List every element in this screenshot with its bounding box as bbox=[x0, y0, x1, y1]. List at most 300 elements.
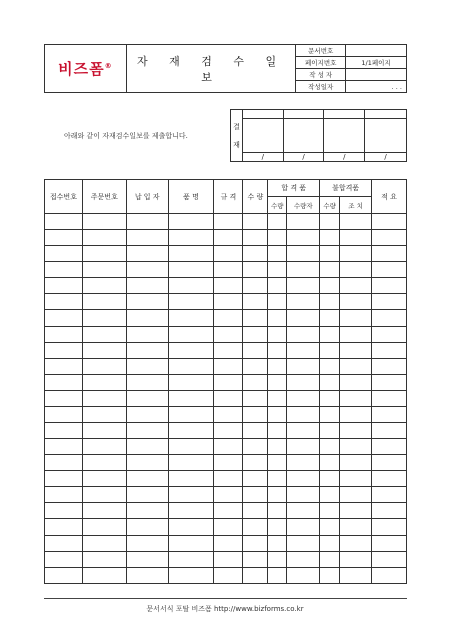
table-cell[interactable] bbox=[320, 519, 340, 535]
table-cell[interactable] bbox=[268, 503, 287, 519]
table-cell[interactable] bbox=[126, 326, 168, 342]
approval-title-cell[interactable] bbox=[365, 110, 407, 119]
table-cell[interactable] bbox=[268, 551, 287, 567]
table-cell[interactable] bbox=[82, 455, 126, 471]
meta-value[interactable] bbox=[346, 69, 407, 81]
table-cell[interactable] bbox=[243, 326, 268, 342]
table-cell[interactable] bbox=[214, 262, 243, 278]
table-cell[interactable] bbox=[320, 374, 340, 390]
table-cell[interactable] bbox=[287, 535, 320, 551]
page-title: 자 재 검 수 일 보 bbox=[136, 54, 286, 84]
pass-group-header: 합 격 품 bbox=[268, 180, 320, 197]
table-cell[interactable] bbox=[372, 214, 407, 230]
table-cell[interactable] bbox=[214, 358, 243, 374]
table-cell[interactable] bbox=[340, 230, 372, 246]
table-cell[interactable] bbox=[340, 406, 372, 422]
table-cell[interactable] bbox=[214, 503, 243, 519]
table-row bbox=[45, 294, 407, 310]
table-row bbox=[45, 310, 407, 326]
table-cell[interactable] bbox=[372, 310, 407, 326]
table-cell[interactable] bbox=[268, 535, 287, 551]
table-cell[interactable] bbox=[268, 262, 287, 278]
table-cell[interactable] bbox=[126, 423, 168, 439]
approval-sign-cell[interactable] bbox=[283, 119, 324, 153]
table-cell[interactable] bbox=[126, 471, 168, 487]
table-cell[interactable] bbox=[268, 358, 287, 374]
table-cell[interactable] bbox=[45, 551, 83, 567]
table-cell[interactable] bbox=[372, 455, 407, 471]
table-cell[interactable] bbox=[340, 455, 372, 471]
table-cell[interactable] bbox=[82, 278, 126, 294]
table-cell[interactable] bbox=[287, 326, 320, 342]
table-cell[interactable] bbox=[372, 246, 407, 262]
table-cell[interactable] bbox=[214, 278, 243, 294]
table-cell[interactable] bbox=[340, 390, 372, 406]
table-cell[interactable] bbox=[214, 519, 243, 535]
table-cell[interactable] bbox=[287, 567, 320, 583]
table-cell[interactable] bbox=[214, 342, 243, 358]
table-cell[interactable] bbox=[243, 487, 268, 503]
table-cell[interactable] bbox=[82, 342, 126, 358]
table-cell[interactable] bbox=[372, 326, 407, 342]
meta-label: 작성일자 bbox=[296, 81, 346, 93]
table-cell[interactable] bbox=[340, 487, 372, 503]
table-cell[interactable] bbox=[372, 342, 407, 358]
table-cell[interactable] bbox=[168, 423, 214, 439]
inspection-table bbox=[44, 179, 407, 584]
table-cell[interactable] bbox=[320, 230, 340, 246]
table-cell[interactable] bbox=[214, 423, 243, 439]
table-cell[interactable] bbox=[320, 567, 340, 583]
table-cell[interactable] bbox=[340, 567, 372, 583]
table-cell[interactable] bbox=[126, 294, 168, 310]
table-cell[interactable] bbox=[320, 358, 340, 374]
document-header bbox=[44, 44, 407, 93]
table-cell[interactable] bbox=[340, 519, 372, 535]
table-cell[interactable] bbox=[340, 374, 372, 390]
table-cell[interactable] bbox=[287, 278, 320, 294]
table-cell[interactable] bbox=[126, 214, 168, 230]
table-cell[interactable] bbox=[82, 262, 126, 278]
table-cell[interactable] bbox=[45, 503, 83, 519]
table-cell[interactable] bbox=[82, 326, 126, 342]
table-cell[interactable] bbox=[82, 214, 126, 230]
approval-date-cell[interactable]: / bbox=[283, 152, 324, 161]
table-cell[interactable] bbox=[287, 214, 320, 230]
table-cell[interactable] bbox=[287, 439, 320, 455]
table-cell[interactable] bbox=[243, 214, 268, 230]
table-row bbox=[45, 519, 407, 535]
table-cell[interactable] bbox=[126, 310, 168, 326]
table-cell[interactable] bbox=[168, 390, 214, 406]
table-cell[interactable] bbox=[126, 230, 168, 246]
table-cell[interactable] bbox=[168, 342, 214, 358]
table-cell[interactable] bbox=[126, 551, 168, 567]
table-cell[interactable] bbox=[287, 230, 320, 246]
table-cell[interactable] bbox=[372, 471, 407, 487]
table-cell[interactable] bbox=[214, 406, 243, 422]
table-row bbox=[45, 278, 407, 294]
table-cell[interactable] bbox=[82, 230, 126, 246]
table-cell[interactable] bbox=[320, 294, 340, 310]
table-cell[interactable] bbox=[372, 487, 407, 503]
table-cell[interactable] bbox=[126, 262, 168, 278]
table-cell[interactable] bbox=[45, 439, 83, 455]
table-cell[interactable] bbox=[168, 455, 214, 471]
column-header: 규 격 bbox=[214, 180, 243, 214]
table-cell[interactable] bbox=[372, 390, 407, 406]
table-row bbox=[45, 230, 407, 246]
table-cell[interactable] bbox=[214, 230, 243, 246]
table-cell[interactable] bbox=[168, 230, 214, 246]
approval-label: 결 재 bbox=[231, 110, 243, 162]
table-cell[interactable] bbox=[243, 519, 268, 535]
meta-value[interactable]: . . . bbox=[346, 81, 407, 93]
table-cell[interactable] bbox=[243, 390, 268, 406]
approval-title-cell[interactable] bbox=[324, 110, 365, 119]
table-cell[interactable] bbox=[340, 471, 372, 487]
table-cell[interactable] bbox=[320, 262, 340, 278]
table-cell[interactable] bbox=[243, 262, 268, 278]
table-row bbox=[45, 535, 407, 551]
approval-title-cell[interactable] bbox=[283, 110, 324, 119]
table-cell[interactable] bbox=[214, 439, 243, 455]
table-cell[interactable] bbox=[287, 551, 320, 567]
table-cell[interactable] bbox=[243, 230, 268, 246]
table-cell[interactable] bbox=[372, 551, 407, 567]
table-cell[interactable] bbox=[372, 262, 407, 278]
table-cell[interactable] bbox=[168, 262, 214, 278]
table-cell[interactable] bbox=[214, 567, 243, 583]
table-cell[interactable] bbox=[168, 294, 214, 310]
table-cell[interactable] bbox=[287, 487, 320, 503]
table-cell[interactable] bbox=[168, 439, 214, 455]
table-row bbox=[45, 326, 407, 342]
table-cell[interactable] bbox=[372, 519, 407, 535]
table-cell[interactable] bbox=[126, 406, 168, 422]
table-cell[interactable] bbox=[214, 390, 243, 406]
table-cell[interactable] bbox=[45, 374, 83, 390]
table-cell[interactable] bbox=[126, 390, 168, 406]
table-cell[interactable] bbox=[372, 294, 407, 310]
table-cell[interactable] bbox=[45, 230, 83, 246]
table-cell[interactable] bbox=[126, 455, 168, 471]
intro-text: 아래와 같이 자재검수일보를 제출합니다. bbox=[64, 132, 188, 140]
table-cell[interactable] bbox=[45, 342, 83, 358]
table-cell[interactable] bbox=[340, 535, 372, 551]
table-cell[interactable] bbox=[243, 246, 268, 262]
table-cell[interactable] bbox=[168, 471, 214, 487]
table-cell[interactable] bbox=[243, 423, 268, 439]
table-cell[interactable] bbox=[320, 471, 340, 487]
table-cell[interactable] bbox=[340, 423, 372, 439]
table-cell[interactable] bbox=[45, 567, 83, 583]
table-cell[interactable] bbox=[268, 471, 287, 487]
table-cell[interactable] bbox=[168, 374, 214, 390]
table-cell[interactable] bbox=[168, 567, 214, 583]
table-cell[interactable] bbox=[287, 519, 320, 535]
table-cell[interactable] bbox=[372, 503, 407, 519]
table-cell[interactable] bbox=[340, 342, 372, 358]
table-cell[interactable] bbox=[243, 567, 268, 583]
table-cell[interactable] bbox=[268, 294, 287, 310]
table-cell[interactable] bbox=[214, 535, 243, 551]
table-cell[interactable] bbox=[126, 246, 168, 262]
table-cell[interactable] bbox=[45, 423, 83, 439]
table-row bbox=[45, 262, 407, 278]
approval-date-cell[interactable]: / bbox=[324, 152, 365, 161]
table-cell[interactable] bbox=[287, 503, 320, 519]
table-cell[interactable] bbox=[243, 455, 268, 471]
table-cell[interactable] bbox=[268, 342, 287, 358]
table-cell[interactable] bbox=[82, 406, 126, 422]
table-cell[interactable] bbox=[340, 262, 372, 278]
table-cell[interactable] bbox=[287, 455, 320, 471]
meta-label: 문서번호 bbox=[296, 45, 346, 57]
approval-box bbox=[230, 109, 407, 162]
table-cell[interactable] bbox=[45, 214, 83, 230]
table-cell[interactable] bbox=[168, 406, 214, 422]
table-cell[interactable] bbox=[243, 471, 268, 487]
table-cell[interactable] bbox=[320, 342, 340, 358]
table-cell[interactable] bbox=[340, 439, 372, 455]
table-cell[interactable] bbox=[126, 519, 168, 535]
table-cell[interactable] bbox=[243, 342, 268, 358]
table-cell[interactable] bbox=[268, 310, 287, 326]
table-cell[interactable] bbox=[82, 503, 126, 519]
table-cell[interactable] bbox=[372, 439, 407, 455]
table-cell[interactable] bbox=[168, 278, 214, 294]
table-cell[interactable] bbox=[268, 487, 287, 503]
table-cell[interactable] bbox=[320, 535, 340, 551]
table-cell[interactable] bbox=[268, 214, 287, 230]
table-row bbox=[45, 214, 407, 230]
table-cell[interactable] bbox=[82, 423, 126, 439]
approval-sign-cell[interactable] bbox=[365, 119, 407, 153]
table-cell[interactable] bbox=[82, 535, 126, 551]
table-cell[interactable] bbox=[268, 374, 287, 390]
table-cell[interactable] bbox=[243, 439, 268, 455]
table-cell[interactable] bbox=[82, 519, 126, 535]
meta-label: 페이지번호 bbox=[296, 57, 346, 69]
logo-cell bbox=[45, 45, 127, 93]
table-cell[interactable] bbox=[372, 278, 407, 294]
table-cell[interactable] bbox=[126, 535, 168, 551]
meta-value[interactable] bbox=[346, 45, 407, 57]
table-cell[interactable] bbox=[168, 326, 214, 342]
table-cell[interactable] bbox=[320, 423, 340, 439]
table-row bbox=[45, 358, 407, 374]
table-cell[interactable] bbox=[45, 519, 83, 535]
table-cell[interactable] bbox=[243, 551, 268, 567]
table-cell[interactable] bbox=[268, 519, 287, 535]
table-cell[interactable] bbox=[126, 487, 168, 503]
table-cell[interactable] bbox=[214, 326, 243, 342]
table-cell[interactable] bbox=[82, 390, 126, 406]
table-cell[interactable] bbox=[320, 406, 340, 422]
table-cell[interactable] bbox=[168, 214, 214, 230]
table-row bbox=[45, 390, 407, 406]
table-cell[interactable] bbox=[168, 487, 214, 503]
table-cell[interactable] bbox=[82, 567, 126, 583]
table-cell[interactable] bbox=[82, 246, 126, 262]
table-cell[interactable] bbox=[168, 519, 214, 535]
table-cell[interactable] bbox=[45, 406, 83, 422]
approval-date-cell[interactable]: / bbox=[365, 152, 407, 161]
table-cell[interactable] bbox=[214, 471, 243, 487]
table-cell[interactable] bbox=[82, 374, 126, 390]
table-cell[interactable] bbox=[268, 326, 287, 342]
table-cell[interactable] bbox=[372, 423, 407, 439]
table-cell[interactable] bbox=[372, 358, 407, 374]
table-cell[interactable] bbox=[320, 310, 340, 326]
table-cell[interactable] bbox=[320, 390, 340, 406]
table-cell[interactable] bbox=[45, 278, 83, 294]
table-cell[interactable] bbox=[287, 358, 320, 374]
table-cell[interactable] bbox=[287, 423, 320, 439]
table-cell[interactable] bbox=[372, 535, 407, 551]
meta-value[interactable]: 1/1페이지 bbox=[346, 57, 407, 69]
table-cell[interactable] bbox=[340, 246, 372, 262]
table-cell[interactable] bbox=[287, 390, 320, 406]
table-cell[interactable] bbox=[45, 310, 83, 326]
table-cell[interactable] bbox=[168, 246, 214, 262]
table-cell[interactable] bbox=[214, 246, 243, 262]
table-cell[interactable] bbox=[214, 551, 243, 567]
table-cell[interactable] bbox=[268, 246, 287, 262]
inspection-rows bbox=[45, 214, 407, 584]
bizforms-logo: 비즈폼® bbox=[58, 60, 113, 78]
table-cell[interactable] bbox=[214, 374, 243, 390]
table-cell[interactable] bbox=[287, 374, 320, 390]
table-cell[interactable] bbox=[168, 310, 214, 326]
table-cell[interactable] bbox=[45, 455, 83, 471]
table-cell[interactable] bbox=[126, 358, 168, 374]
table-cell[interactable] bbox=[320, 326, 340, 342]
table-cell[interactable] bbox=[82, 294, 126, 310]
table-cell[interactable] bbox=[287, 342, 320, 358]
table-cell[interactable] bbox=[320, 487, 340, 503]
table-cell[interactable] bbox=[287, 310, 320, 326]
table-cell[interactable] bbox=[320, 455, 340, 471]
table-cell[interactable] bbox=[45, 358, 83, 374]
table-cell[interactable] bbox=[45, 535, 83, 551]
table-row bbox=[45, 423, 407, 439]
remark-header: 적 요 bbox=[372, 180, 407, 214]
table-cell[interactable] bbox=[243, 535, 268, 551]
table-cell[interactable] bbox=[287, 406, 320, 422]
approval-title-cell[interactable] bbox=[242, 110, 283, 119]
table-cell[interactable] bbox=[126, 342, 168, 358]
table-cell[interactable] bbox=[268, 406, 287, 422]
table-row bbox=[45, 439, 407, 455]
table-cell[interactable] bbox=[372, 374, 407, 390]
table-cell[interactable] bbox=[45, 390, 83, 406]
table-cell[interactable] bbox=[268, 439, 287, 455]
table-cell[interactable] bbox=[214, 310, 243, 326]
table-cell[interactable] bbox=[287, 471, 320, 487]
table-cell[interactable] bbox=[243, 278, 268, 294]
table-cell[interactable] bbox=[82, 358, 126, 374]
table-cell[interactable] bbox=[243, 503, 268, 519]
table-cell[interactable] bbox=[320, 278, 340, 294]
table-cell[interactable] bbox=[214, 214, 243, 230]
approval-sign-cell[interactable] bbox=[242, 119, 283, 153]
table-cell[interactable] bbox=[168, 503, 214, 519]
table-cell[interactable] bbox=[372, 406, 407, 422]
table-cell[interactable] bbox=[340, 294, 372, 310]
table-cell[interactable] bbox=[82, 487, 126, 503]
table-cell[interactable] bbox=[243, 310, 268, 326]
table-cell[interactable] bbox=[243, 358, 268, 374]
table-cell[interactable] bbox=[45, 294, 83, 310]
table-cell[interactable] bbox=[268, 455, 287, 471]
table-cell[interactable] bbox=[268, 278, 287, 294]
table-cell[interactable] bbox=[126, 503, 168, 519]
table-cell[interactable] bbox=[168, 535, 214, 551]
table-cell[interactable] bbox=[340, 358, 372, 374]
table-cell[interactable] bbox=[45, 487, 83, 503]
table-cell[interactable] bbox=[320, 503, 340, 519]
table-cell[interactable] bbox=[243, 406, 268, 422]
table-cell[interactable] bbox=[372, 567, 407, 583]
footer-text: 문서서식 포탈 비즈폼 http://www.bizforms.co.kr bbox=[146, 605, 304, 613]
table-cell[interactable] bbox=[340, 310, 372, 326]
table-cell[interactable] bbox=[214, 487, 243, 503]
table-cell[interactable] bbox=[126, 278, 168, 294]
table-cell[interactable] bbox=[168, 551, 214, 567]
table-cell[interactable] bbox=[287, 246, 320, 262]
table-cell[interactable] bbox=[320, 551, 340, 567]
table-cell[interactable] bbox=[340, 278, 372, 294]
table-cell[interactable] bbox=[268, 567, 287, 583]
table-cell[interactable] bbox=[320, 246, 340, 262]
table-cell[interactable] bbox=[268, 390, 287, 406]
table-cell[interactable] bbox=[287, 262, 320, 278]
table-cell[interactable] bbox=[340, 326, 372, 342]
table-cell[interactable] bbox=[214, 294, 243, 310]
table-cell[interactable] bbox=[126, 567, 168, 583]
table-cell[interactable] bbox=[340, 503, 372, 519]
table-cell[interactable] bbox=[320, 439, 340, 455]
table-cell[interactable] bbox=[45, 262, 83, 278]
table-cell[interactable] bbox=[320, 214, 340, 230]
fail-sub-header: 조 치 bbox=[340, 197, 372, 214]
table-cell[interactable] bbox=[126, 374, 168, 390]
table-cell[interactable] bbox=[45, 326, 83, 342]
approval-date-cell[interactable]: / bbox=[242, 152, 283, 161]
table-cell[interactable] bbox=[340, 551, 372, 567]
table-cell[interactable] bbox=[82, 310, 126, 326]
table-cell[interactable] bbox=[340, 214, 372, 230]
approval-sign-cell[interactable] bbox=[324, 119, 365, 153]
table-cell[interactable] bbox=[214, 455, 243, 471]
table-cell[interactable] bbox=[243, 374, 268, 390]
table-cell[interactable] bbox=[372, 230, 407, 246]
table-cell[interactable] bbox=[243, 294, 268, 310]
table-cell[interactable] bbox=[287, 294, 320, 310]
table-cell[interactable] bbox=[82, 471, 126, 487]
table-cell[interactable] bbox=[168, 358, 214, 374]
table-cell[interactable] bbox=[82, 551, 126, 567]
table-cell[interactable] bbox=[268, 230, 287, 246]
table-cell[interactable] bbox=[45, 246, 83, 262]
table-cell[interactable] bbox=[82, 439, 126, 455]
table-cell[interactable] bbox=[45, 471, 83, 487]
pass-sub-header: 수량자 bbox=[287, 197, 320, 214]
table-cell[interactable] bbox=[268, 423, 287, 439]
table-cell[interactable] bbox=[126, 439, 168, 455]
